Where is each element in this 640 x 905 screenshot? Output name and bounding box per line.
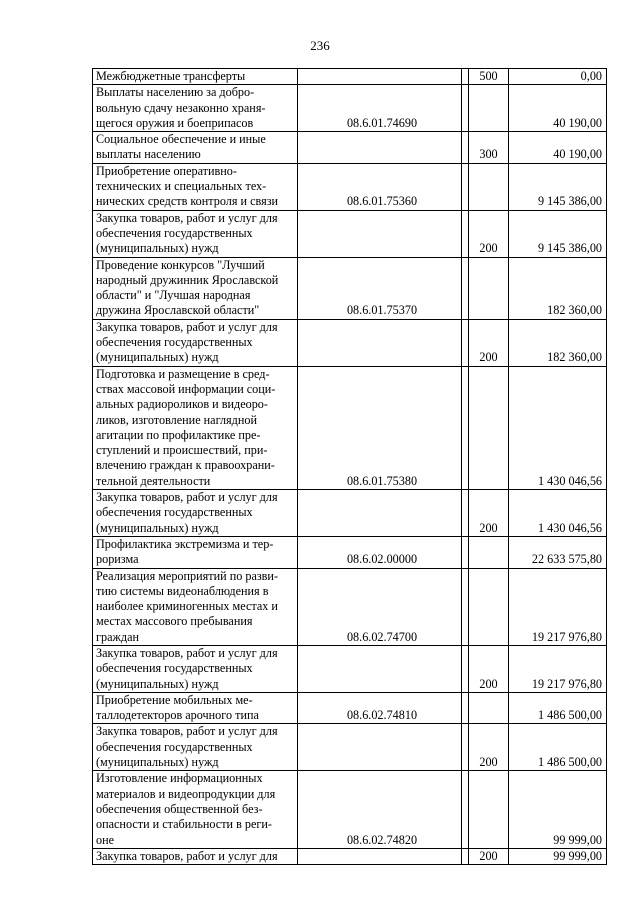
row-code-cell [298, 69, 462, 85]
row-sum-cell: 40 190,00 [509, 85, 607, 132]
row-sum-cell: 182 360,00 [509, 257, 607, 319]
row-name-cell: Изготовление информационных материалов и видеопродукции для обеспечения общественной без- опасности и стабильности в реги- оне [93, 771, 298, 848]
row-sum-cell: 1 430 046,56 [509, 490, 607, 537]
row-code-cell [298, 848, 462, 864]
row-type-cell [469, 257, 509, 319]
row-code-cell: 08.6.01.74690 [298, 85, 462, 132]
row-empty-cell [462, 536, 469, 568]
row-name-cell: Подготовка и размещение в сред- ствах массовой информации соци- альных радиороликов и видеоро- ликов, изготовление наглядной агитации по профилактике пре- ступлений и происшествий, при- влечению граждан к правоохрани- тельной деятельности [93, 366, 298, 489]
row-empty-cell [462, 771, 469, 848]
row-sum-cell: 19 217 976,80 [509, 568, 607, 645]
table-row [93, 848, 607, 864]
row-code-cell: 08.6.02.74820 [298, 771, 462, 848]
row-name-cell: Реализация мероприятий по разви- тию системы видеонаблюдения в наиболее криминогенных местах и местах массового пребывания граждан [93, 568, 298, 645]
row-name-cell: Профилактика экстремизма и тер- роризма [93, 536, 298, 568]
table-row [93, 536, 607, 568]
table-row [93, 85, 607, 132]
row-code-cell [298, 319, 462, 366]
row-type-cell: 200 [469, 724, 509, 771]
row-empty-cell [462, 319, 469, 366]
row-sum-cell: 182 360,00 [509, 319, 607, 366]
row-sum-cell: 99 999,00 [509, 771, 607, 848]
row-code-cell: 08.6.01.75360 [298, 163, 462, 210]
row-sum-cell: 9 145 386,00 [509, 210, 607, 257]
row-type-cell: 200 [469, 848, 509, 864]
row-code-cell [298, 645, 462, 692]
row-code-cell: 08.6.02.74810 [298, 692, 462, 724]
row-sum-cell: 1 486 500,00 [509, 724, 607, 771]
row-code-cell: 08.6.02.00000 [298, 536, 462, 568]
row-sum-cell: 40 190,00 [509, 132, 607, 164]
row-name-cell: Проведение конкурсов "Лучший народный дружинник Ярославской области" и "Лучшая народная дружина Ярославской области" [93, 257, 298, 319]
table-row [93, 210, 607, 257]
row-name-cell: Закупка товаров, работ и услуг для обеспечения государственных (муниципальных) нужд [93, 210, 298, 257]
row-sum-cell: 9 145 386,00 [509, 163, 607, 210]
row-empty-cell [462, 85, 469, 132]
row-empty-cell [462, 724, 469, 771]
row-sum-cell: 99 999,00 [509, 848, 607, 864]
row-empty-cell [462, 692, 469, 724]
row-type-cell: 200 [469, 210, 509, 257]
row-sum-cell: 1 430 046,56 [509, 366, 607, 489]
row-name-cell: Закупка товаров, работ и услуг для обеспечения государственных (муниципальных) нужд [93, 319, 298, 366]
row-type-cell [469, 771, 509, 848]
row-empty-cell [462, 568, 469, 645]
table-row [93, 771, 607, 848]
row-type-cell: 200 [469, 490, 509, 537]
row-name-cell: Закупка товаров, работ и услуг для обеспечения государственных (муниципальных) нужд [93, 645, 298, 692]
row-type-cell: 500 [469, 69, 509, 85]
row-empty-cell [462, 366, 469, 489]
table-row [93, 132, 607, 164]
budget-table [92, 68, 607, 865]
row-code-cell [298, 132, 462, 164]
table-row [93, 692, 607, 724]
table-row [93, 366, 607, 489]
row-empty-cell [462, 848, 469, 864]
table-row [93, 724, 607, 771]
row-type-cell [469, 692, 509, 724]
row-sum-cell: 22 633 575,80 [509, 536, 607, 568]
row-type-cell: 200 [469, 319, 509, 366]
row-type-cell: 300 [469, 132, 509, 164]
budget-table-body [93, 69, 607, 865]
row-name-cell: Межбюджетные трансферты [93, 69, 298, 85]
row-name-cell: Приобретение мобильных ме- таллодетекторов арочного типа [93, 692, 298, 724]
row-empty-cell [462, 210, 469, 257]
row-name-cell: Социальное обеспечение и иные выплаты населению [93, 132, 298, 164]
table-row [93, 257, 607, 319]
row-empty-cell [462, 132, 469, 164]
row-type-cell [469, 568, 509, 645]
row-code-cell: 08.6.01.75380 [298, 366, 462, 489]
table-row [93, 319, 607, 366]
row-name-cell: Закупка товаров, работ и услуг для обеспечения государственных (муниципальных) нужд [93, 724, 298, 771]
row-code-cell: 08.6.01.75370 [298, 257, 462, 319]
row-sum-cell: 1 486 500,00 [509, 692, 607, 724]
row-name-cell: Закупка товаров, работ и услуг для обеспечения государственных (муниципальных) нужд [93, 490, 298, 537]
row-sum-cell: 0,00 [509, 69, 607, 85]
row-type-cell [469, 536, 509, 568]
table-row [93, 69, 607, 85]
row-empty-cell [462, 163, 469, 210]
row-code-cell [298, 210, 462, 257]
row-name-cell: Приобретение оперативно- технических и специальных тех- нических средств контроля и связи [93, 163, 298, 210]
row-empty-cell [462, 490, 469, 537]
row-sum-cell: 19 217 976,80 [509, 645, 607, 692]
table-row [93, 490, 607, 537]
row-empty-cell [462, 645, 469, 692]
row-type-cell [469, 366, 509, 489]
row-empty-cell [462, 257, 469, 319]
row-code-cell [298, 724, 462, 771]
row-name-cell: Выплаты населению за добро- вольную сдачу незаконно храня- щегося оружия и боеприпасов [93, 85, 298, 132]
row-type-cell [469, 163, 509, 210]
table-row [93, 568, 607, 645]
row-type-cell: 200 [469, 645, 509, 692]
page-number: 236 [310, 38, 330, 53]
row-name-cell: Закупка товаров, работ и услуг для [93, 848, 298, 864]
row-empty-cell [462, 69, 469, 85]
table-row [93, 645, 607, 692]
row-code-cell [298, 490, 462, 537]
row-code-cell: 08.6.02.74700 [298, 568, 462, 645]
row-type-cell [469, 85, 509, 132]
table-row [93, 163, 607, 210]
